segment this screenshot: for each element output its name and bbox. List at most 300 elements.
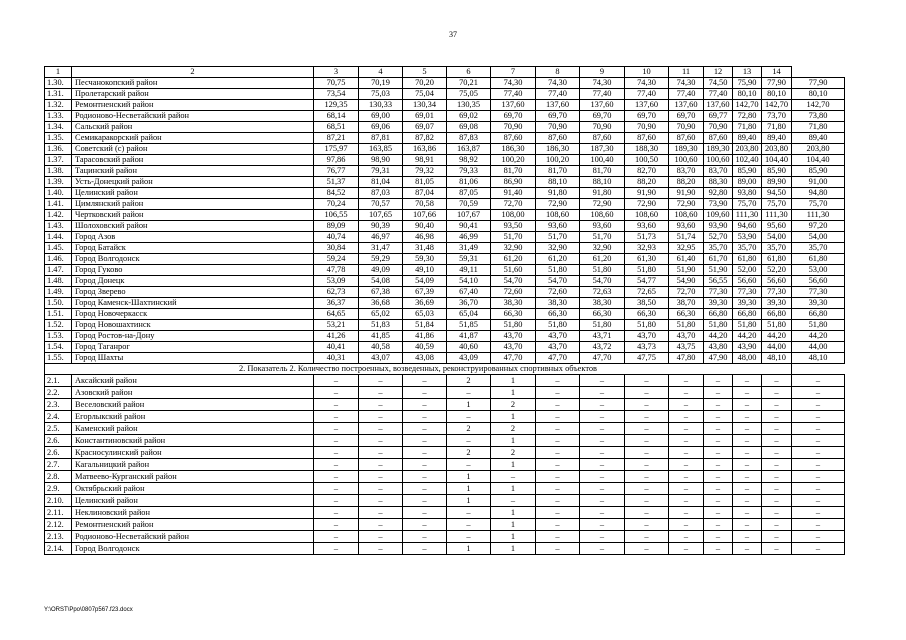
table-row — [45, 254, 845, 265]
table-row — [45, 177, 845, 188]
table-cell: 36,69 — [403, 298, 447, 309]
table-cell: 98,92 — [447, 155, 491, 166]
table-cell: 51,80 — [625, 265, 669, 276]
row-number: 2.9. — [45, 483, 72, 495]
table-cell: 47,70 — [580, 353, 625, 364]
row-number: 1.34. — [45, 122, 72, 133]
table-cell: 51,80 — [580, 265, 625, 276]
table-row — [45, 89, 845, 100]
table-row — [45, 507, 845, 519]
row-number: 1.39. — [45, 177, 72, 188]
table-cell: 91,80 — [580, 188, 625, 199]
table-row — [45, 411, 845, 423]
table-cell: – — [625, 411, 669, 423]
row-number: 1.44. — [45, 232, 72, 243]
table-cell: – — [403, 459, 447, 471]
table-cell: 85,90 — [792, 166, 845, 177]
table-row — [45, 375, 845, 387]
table-cell: 65,04 — [447, 309, 491, 320]
table-cell: 137,60 — [625, 100, 669, 111]
table-cell: 70,57 — [359, 199, 403, 210]
table-row — [45, 276, 845, 287]
table-cell: 87,60 — [704, 133, 733, 144]
row-name: Город Шахты — [72, 353, 314, 364]
table-cell: 108,60 — [536, 210, 580, 221]
table-cell: 40,31 — [314, 353, 359, 364]
table-cell: – — [625, 423, 669, 435]
table-cell: 93,50 — [491, 221, 536, 232]
table-cell: 52,70 — [704, 232, 733, 243]
table-cell: 44,20 — [733, 331, 762, 342]
row-number: 1.37. — [45, 155, 72, 166]
table-cell: – — [314, 507, 359, 519]
table-cell: 70,90 — [536, 122, 580, 133]
table-row — [45, 483, 845, 495]
table-row — [45, 265, 845, 276]
table-cell: 100,50 — [625, 155, 669, 166]
table-cell: 81,70 — [491, 166, 536, 177]
table-row — [45, 519, 845, 531]
table-cell: 54,09 — [403, 276, 447, 287]
row-number: 1.49. — [45, 287, 72, 298]
column-header: 4 — [359, 67, 403, 78]
table-cell: – — [625, 387, 669, 399]
table-cell: 93,80 — [733, 188, 762, 199]
table-cell: – — [491, 495, 536, 507]
row-name: Егорлыкский район — [72, 411, 314, 423]
row-name: Кагальницкий район — [72, 459, 314, 471]
table-cell: 38,30 — [580, 298, 625, 309]
table-cell: 74,30 — [625, 78, 669, 89]
row-name: Город Донецк — [72, 276, 314, 287]
table-cell: 44,00 — [792, 342, 845, 353]
table-cell: – — [733, 447, 762, 459]
table-header — [45, 67, 845, 78]
table-cell: 54,70 — [491, 276, 536, 287]
table-row — [45, 387, 845, 399]
table-cell: 109,60 — [704, 210, 733, 221]
table-cell: 87,60 — [669, 133, 704, 144]
table-cell: 69,07 — [403, 122, 447, 133]
table-cell: – — [625, 471, 669, 483]
table-cell: 89,00 — [733, 177, 762, 188]
table-cell: 43,73 — [625, 342, 669, 353]
row-number: 1.43. — [45, 221, 72, 232]
row-name: Константиновский район — [72, 435, 314, 447]
table-cell: 89,40 — [762, 133, 792, 144]
table-cell: – — [536, 543, 580, 555]
table-row — [45, 232, 845, 243]
row-number: 2.7. — [45, 459, 72, 471]
table-cell: 61,20 — [491, 254, 536, 265]
table-cell: 1 — [491, 519, 536, 531]
table-cell: 137,60 — [669, 100, 704, 111]
table-cell: – — [792, 411, 845, 423]
table-cell: 81,70 — [580, 166, 625, 177]
table-cell: – — [359, 435, 403, 447]
table-cell: 83,70 — [669, 166, 704, 177]
row-name: Матвеево-Курганский район — [72, 471, 314, 483]
table-cell: 88,20 — [625, 177, 669, 188]
table-cell: 186,30 — [491, 144, 536, 155]
table-row — [45, 531, 845, 543]
table-cell: 75,90 — [733, 78, 762, 89]
table-cell: – — [403, 375, 447, 387]
table-cell: – — [403, 435, 447, 447]
table-cell: – — [669, 447, 704, 459]
table-cell: 39,30 — [704, 298, 733, 309]
table-cell: 1 — [447, 495, 491, 507]
row-number: 1.33. — [45, 111, 72, 122]
table-cell: – — [669, 519, 704, 531]
table-cell: 51,74 — [669, 232, 704, 243]
table-cell: – — [669, 411, 704, 423]
table-cell: – — [762, 519, 792, 531]
table-cell: 77,30 — [762, 287, 792, 298]
table-cell: – — [762, 447, 792, 459]
table-cell: 51,80 — [536, 320, 580, 331]
table-cell: 43,70 — [491, 342, 536, 353]
row-name: Город Каменск-Шахтинский — [72, 298, 314, 309]
table-cell: – — [704, 471, 733, 483]
row-name: Город Зверево — [72, 287, 314, 298]
table-cell: – — [792, 447, 845, 459]
row-number: 1.42. — [45, 210, 72, 221]
table-cell: 43,90 — [733, 342, 762, 353]
table-cell: 35,70 — [704, 243, 733, 254]
table-cell: 61,20 — [536, 254, 580, 265]
table-cell: 35,70 — [733, 243, 762, 254]
table-cell: 64,65 — [314, 309, 359, 320]
table-cell: – — [792, 399, 845, 411]
row-name: Советский (с) район — [72, 144, 314, 155]
table-cell: – — [536, 375, 580, 387]
row-name: Родионово-Несветайский район — [72, 531, 314, 543]
table-cell: – — [792, 435, 845, 447]
table-cell: – — [314, 411, 359, 423]
table-cell: 70,90 — [669, 122, 704, 133]
table-cell: 38,50 — [625, 298, 669, 309]
table-cell: 72,63 — [580, 287, 625, 298]
row-name: Азовский район — [72, 387, 314, 399]
row-name: Город Новошахтинск — [72, 320, 314, 331]
table-cell: 51,83 — [359, 320, 403, 331]
table-cell: 108,60 — [669, 210, 704, 221]
table-cell: 59,30 — [403, 254, 447, 265]
table-cell: 51,90 — [704, 265, 733, 276]
table-cell: – — [580, 543, 625, 555]
table-cell: 71,80 — [733, 122, 762, 133]
column-header: 7 — [491, 67, 536, 78]
table-cell: 79,31 — [359, 166, 403, 177]
table-row — [45, 471, 845, 483]
row-number: 2.2. — [45, 387, 72, 399]
table-cell: 61,70 — [704, 254, 733, 265]
table-cell: – — [625, 507, 669, 519]
table-cell: 47,90 — [704, 353, 733, 364]
table-cell: – — [314, 399, 359, 411]
table-cell: 46,97 — [359, 232, 403, 243]
table-cell: – — [314, 543, 359, 555]
table-cell: 74,50 — [704, 78, 733, 89]
table-cell: 67,40 — [447, 287, 491, 298]
table-cell: 31,49 — [447, 243, 491, 254]
table-cell: 69,70 — [669, 111, 704, 122]
table-cell: – — [491, 471, 536, 483]
table-cell: 85,90 — [762, 166, 792, 177]
table-row — [45, 309, 845, 320]
table-cell: 104,40 — [762, 155, 792, 166]
table-cell: – — [580, 435, 625, 447]
table-row — [45, 243, 845, 254]
row-number: 1.55. — [45, 353, 72, 364]
table-cell: – — [669, 375, 704, 387]
table-cell: – — [792, 495, 845, 507]
table-cell: 61,80 — [733, 254, 762, 265]
row-name: Город Батайск — [72, 243, 314, 254]
table-cell: 77,40 — [536, 89, 580, 100]
table-cell: – — [314, 471, 359, 483]
table-cell: 47,75 — [625, 353, 669, 364]
column-header: 8 — [536, 67, 580, 78]
table-cell: 1 — [491, 483, 536, 495]
table-cell: – — [704, 495, 733, 507]
row-name: Родионово-Несветайский район — [72, 111, 314, 122]
row-name: Город Гуково — [72, 265, 314, 276]
table-cell: 49,10 — [403, 265, 447, 276]
table-cell: 111,30 — [792, 210, 845, 221]
table-cell: 69,70 — [580, 111, 625, 122]
table-cell: 90,40 — [403, 221, 447, 232]
table-cell: 54,00 — [762, 232, 792, 243]
table-cell: 77,90 — [792, 78, 845, 89]
table-cell: 93,60 — [669, 221, 704, 232]
table-cell: – — [403, 447, 447, 459]
table-row — [45, 287, 845, 298]
table-cell: 70,58 — [403, 199, 447, 210]
table-cell: – — [580, 411, 625, 423]
table-cell: 2 — [447, 375, 491, 387]
table-cell: – — [762, 471, 792, 483]
table-cell: 43,72 — [580, 342, 625, 353]
table-cell: – — [314, 423, 359, 435]
column-header: 12 — [704, 67, 733, 78]
table-cell: 36,37 — [314, 298, 359, 309]
table-cell: 47,80 — [669, 353, 704, 364]
table-cell: – — [403, 471, 447, 483]
table-row — [45, 447, 845, 459]
section-2-rows — [45, 375, 845, 555]
table-cell: 56,60 — [733, 276, 762, 287]
table-cell: 77,30 — [733, 287, 762, 298]
table-cell: 73,90 — [704, 199, 733, 210]
table-cell: 107,67 — [447, 210, 491, 221]
table-cell: 186,30 — [536, 144, 580, 155]
table-cell: 44,20 — [792, 331, 845, 342]
row-name: Семикаракорский район — [72, 133, 314, 144]
table-cell: – — [403, 483, 447, 495]
table-cell: 87,83 — [447, 133, 491, 144]
table-cell: – — [704, 483, 733, 495]
table-cell: – — [536, 447, 580, 459]
table-cell: 51,70 — [580, 232, 625, 243]
table-cell: 61,80 — [762, 254, 792, 265]
table-cell: – — [625, 519, 669, 531]
table-cell: 70,20 — [403, 78, 447, 89]
table-cell: 130,33 — [359, 100, 403, 111]
table-cell: 49,11 — [447, 265, 491, 276]
table-cell: 82,70 — [625, 166, 669, 177]
table-cell: 70,90 — [580, 122, 625, 133]
table-cell: 187,30 — [580, 144, 625, 155]
table-cell: 66,30 — [536, 309, 580, 320]
table-cell: 68,51 — [314, 122, 359, 133]
table-cell: 111,30 — [733, 210, 762, 221]
table-cell: 40,60 — [447, 342, 491, 353]
table-cell: – — [314, 459, 359, 471]
table-cell: – — [625, 483, 669, 495]
row-number: 1.32. — [45, 100, 72, 111]
table-cell: 54,00 — [792, 232, 845, 243]
table-cell: 90,39 — [359, 221, 403, 232]
table-row — [45, 423, 845, 435]
table-cell: – — [580, 447, 625, 459]
row-number: 2.3. — [45, 399, 72, 411]
table-cell: – — [403, 519, 447, 531]
page-number: 37 — [449, 30, 457, 39]
row-name: Город Новочеркасск — [72, 309, 314, 320]
row-number: 2.1. — [45, 375, 72, 387]
table-cell: 41,87 — [447, 331, 491, 342]
table-cell: 94,50 — [762, 188, 792, 199]
table-cell: – — [580, 399, 625, 411]
table-cell: 51,73 — [625, 232, 669, 243]
table-cell: 35,70 — [792, 243, 845, 254]
table-cell: – — [359, 543, 403, 555]
table-cell: 87,81 — [359, 133, 403, 144]
table-cell: 1 — [491, 387, 536, 399]
table-cell: 69,70 — [491, 111, 536, 122]
table-cell: 75,03 — [359, 89, 403, 100]
table-cell: 53,09 — [314, 276, 359, 287]
table-cell: 94,80 — [792, 188, 845, 199]
row-name: Цимлянский район — [72, 199, 314, 210]
table-cell: 47,70 — [536, 353, 580, 364]
table-cell: 75,04 — [403, 89, 447, 100]
table-cell: 83,70 — [704, 166, 733, 177]
table-cell: 40,59 — [403, 342, 447, 353]
row-number: 1.38. — [45, 166, 72, 177]
table-cell: – — [733, 543, 762, 555]
table-cell: 70,90 — [625, 122, 669, 133]
table-cell: 71,80 — [762, 122, 792, 133]
table-cell: 2 — [491, 423, 536, 435]
table-cell: 2 — [447, 423, 491, 435]
table-cell: – — [359, 471, 403, 483]
table-cell: 93,90 — [704, 221, 733, 232]
table-cell: – — [733, 531, 762, 543]
table-row — [45, 166, 845, 177]
table-cell: – — [403, 507, 447, 519]
table-cell: – — [762, 543, 792, 555]
row-name: Ремонтненский район — [72, 519, 314, 531]
table-cell: 32,93 — [625, 243, 669, 254]
table-cell: 93,60 — [536, 221, 580, 232]
row-number: 1.45. — [45, 243, 72, 254]
table-cell: – — [536, 471, 580, 483]
table-cell: – — [536, 423, 580, 435]
table-cell: 41,86 — [403, 331, 447, 342]
table-cell: 31,47 — [359, 243, 403, 254]
table-cell: – — [733, 387, 762, 399]
table-cell: 87,03 — [359, 188, 403, 199]
table-cell: – — [625, 459, 669, 471]
table-cell: 51,90 — [669, 265, 704, 276]
table-cell: 51,80 — [733, 320, 762, 331]
table-cell: – — [792, 519, 845, 531]
table-cell: – — [792, 459, 845, 471]
table-cell: – — [536, 531, 580, 543]
row-number: 1.48. — [45, 276, 72, 287]
table-cell: – — [762, 459, 792, 471]
table-cell: 51,60 — [491, 265, 536, 276]
table-row — [45, 155, 845, 166]
table-cell: – — [359, 507, 403, 519]
table-cell: – — [536, 411, 580, 423]
table-cell: – — [403, 399, 447, 411]
table-cell: 66,80 — [792, 309, 845, 320]
table-cell: 69,06 — [359, 122, 403, 133]
table-cell: – — [625, 543, 669, 555]
row-number: 1.36. — [45, 144, 72, 155]
table-cell: 188,30 — [625, 144, 669, 155]
table-cell: 189,30 — [669, 144, 704, 155]
table-cell: 48,10 — [792, 353, 845, 364]
table-cell: 69,70 — [625, 111, 669, 122]
table-cell: 38,30 — [491, 298, 536, 309]
table-cell: – — [704, 423, 733, 435]
table-cell: 86,90 — [491, 177, 536, 188]
table-cell: 92,80 — [704, 188, 733, 199]
table-cell: 80,10 — [733, 89, 762, 100]
table-cell: 163,87 — [447, 144, 491, 155]
table-cell: 203,80 — [792, 144, 845, 155]
table-cell: 108,60 — [625, 210, 669, 221]
row-number: 2.6. — [45, 447, 72, 459]
table-cell: – — [314, 495, 359, 507]
table-cell: 91,90 — [669, 188, 704, 199]
table-cell: – — [792, 531, 845, 543]
row-number: 2.13. — [45, 531, 72, 543]
table-cell: 38,70 — [669, 298, 704, 309]
table-cell: 54,77 — [625, 276, 669, 287]
row-number: 1.41. — [45, 199, 72, 210]
table-cell: 88,10 — [580, 177, 625, 188]
section-2-header — [45, 364, 845, 375]
table-cell: 74,30 — [669, 78, 704, 89]
table-cell: – — [580, 375, 625, 387]
table-cell: 107,66 — [403, 210, 447, 221]
row-name: Тарасовский район — [72, 155, 314, 166]
table-cell: – — [625, 495, 669, 507]
table-cell: 85,90 — [733, 166, 762, 177]
table-cell: 108,60 — [580, 210, 625, 221]
table-cell: 142,70 — [733, 100, 762, 111]
table-cell: 70,19 — [359, 78, 403, 89]
table-cell: – — [669, 459, 704, 471]
table-cell: – — [733, 411, 762, 423]
table-cell: 75,05 — [447, 89, 491, 100]
